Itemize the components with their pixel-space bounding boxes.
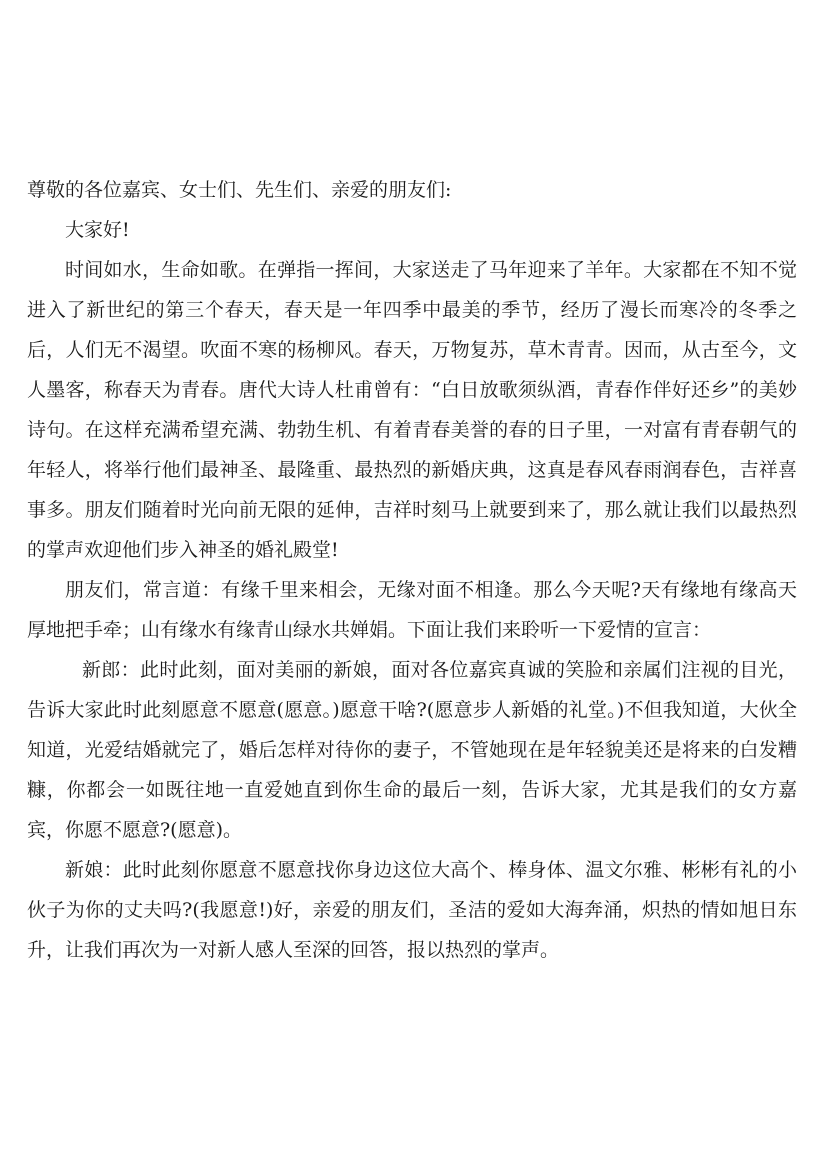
paragraph-fate: 朋友们，常言道：有缘千里来相会，无缘对面不相逢。那么今天呢?天有缘地有缘高天厚地把手牵；山有缘水有缘青山绿水共婵娟。下面让我们来聆听一下爱情的宣言： bbox=[27, 579, 797, 641]
greeting: 大家好! bbox=[65, 219, 130, 241]
paragraph-groom-vow: 新郎：此时此刻，面对美丽的新娘，面对各位嘉宾真诚的笑脸和亲属们注视的目光，告诉大家此时此刻愿意不愿意(愿意。)愿意干啥?(愿意步人新婚的礼堂。)不但我知道，大伙全知道，光爱结婚就完了，婚后怎样对待你的妻子，不管她现在是年轻貌美还是将来的白发糟糠，你都会一如既往地一直爱她直到你生命的最后一刻，告诉大家，尤其是我们的女方嘉宾，你愿不愿意?(愿意)。 bbox=[27, 659, 797, 841]
paragraph-bride-vow: 新娘：此时此刻你愿意不愿意找你身边这位大高个、棒身体、温文尔雅、彬彬有礼的小伙子为你的丈夫吗?(我愿意!)好，亲爱的朋友们，圣洁的爱如大海奔涌，炽热的情如旭日东升，让我们再次为一对新人感人至深的回答，报以热烈的掌声。 bbox=[27, 859, 797, 961]
salutation: 尊敬的各位嘉宾、女士们、先生们、亲爱的朋友们: bbox=[27, 179, 452, 201]
paragraph-spring: 时间如水，生命如歌。在弹指一挥间，大家送走了马年迎来了羊年。大家都在不知不觉进入了新世纪的第三个春天，春天是一年四季中最美的季节，经历了漫长而寒冷的冬季之后，人们无不渴望。吹面不寒的杨柳风。春天，万物复苏，草木青青。因而，从古至今，文人墨客，称春天为青春。唐代大诗人杜甫曾有：“白日放歌须纵酒，青春作伴好还乡”的美妙诗句。在这样充满希望充满、勃勃生机、有着青春美誉的春的日子里，一对富有青春朝气的年轻人，将举行他们最神圣、最隆重、最热烈的新婚庆典，这真是春风春雨润春色，吉祥喜事多。朋友们随着时光向前无限的延伸，吉祥时刻马上就要到来了，那么就让我们以最热烈的掌声欢迎他们步入神圣的婚礼殿堂! bbox=[27, 259, 797, 561]
document-body bbox=[27, 170, 797, 970]
